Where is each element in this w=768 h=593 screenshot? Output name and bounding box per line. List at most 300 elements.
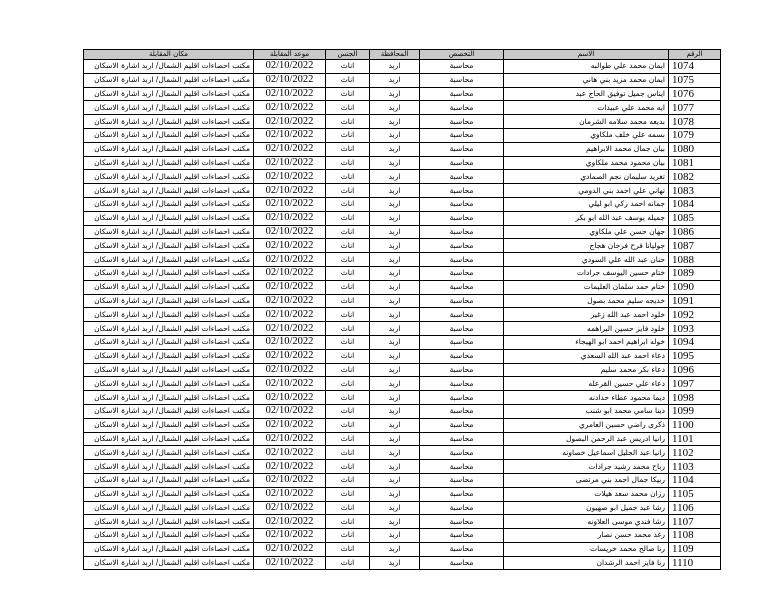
row-number: 1108 [669,529,721,543]
row-governorate: اربد [370,349,420,363]
row-number: 1075 [669,73,721,87]
row-gender: اناث [326,184,370,198]
row-number: 1082 [669,170,721,184]
table-row [84,253,721,267]
row-gender: اناث [326,308,370,322]
row-number: 1083 [669,184,721,198]
row-specialization: محاسبة [420,377,504,391]
row-interview-date: 02/10/2022 [254,501,326,515]
row-number: 1110 [669,556,721,570]
row-governorate: اربد [370,225,420,239]
row-interview-date: 02/10/2022 [254,225,326,239]
table-row [84,142,721,156]
row-name: جهان حسن علي ملكاوي [504,225,669,239]
table-row [84,446,721,460]
row-governorate: اربد [370,115,420,129]
row-number: 1087 [669,239,721,253]
row-name: رانيا ادريس عبد الرحمن البصول [504,432,669,446]
row-gender: اناث [326,460,370,474]
table-row [84,473,721,487]
row-name: جوليانا فرح فرحان هجاج [504,239,669,253]
row-specialization: محاسبة [420,211,504,225]
row-gender: اناث [326,170,370,184]
table-row [84,211,721,225]
row-name: رغد محمد حسن نصار [504,529,669,543]
row-governorate: اربد [370,211,420,225]
row-number: 1079 [669,128,721,142]
row-number: 1091 [669,294,721,308]
row-interview-place: مكتب احصاءات اقليم الشمال/ اربد اشارة الاسكان [84,308,254,322]
header-specialization: التخصص [420,50,504,60]
row-gender: اناث [326,225,370,239]
row-governorate: اربد [370,266,420,280]
row-interview-date: 02/10/2022 [254,391,326,405]
row-specialization: محاسبة [420,87,504,101]
row-interview-place: مكتب احصاءات اقليم الشمال/ اربد اشارة الاسكان [84,349,254,363]
row-interview-place: مكتب احصاءات اقليم الشمال/ اربد اشارة الاسكان [84,128,254,142]
row-number: 1095 [669,349,721,363]
row-specialization: محاسبة [420,156,504,170]
row-governorate: اربد [370,170,420,184]
row-specialization: محاسبة [420,432,504,446]
row-specialization: محاسبة [420,197,504,211]
row-interview-date: 02/10/2022 [254,460,326,474]
row-governorate: اربد [370,404,420,418]
row-name: رباح محمد رشيد جرادات [504,460,669,474]
row-specialization: محاسبة [420,335,504,349]
row-number: 1104 [669,473,721,487]
row-number: 1088 [669,253,721,267]
row-number: 1092 [669,308,721,322]
row-governorate: اربد [370,418,420,432]
row-name: بديعه محمد سلامه الشرمان [504,115,669,129]
row-interview-place: مكتب احصاءات اقليم الشمال/ اربد اشارة الاسكان [84,418,254,432]
row-governorate: اربد [370,377,420,391]
row-number: 1081 [669,156,721,170]
table-row [84,280,721,294]
row-interview-place: مكتب احصاءات اقليم الشمال/ اربد اشارة الاسكان [84,156,254,170]
row-specialization: محاسبة [420,529,504,543]
row-number: 1093 [669,322,721,336]
row-specialization: محاسبة [420,404,504,418]
row-gender: اناث [326,515,370,529]
row-number: 1098 [669,391,721,405]
table-row [84,432,721,446]
row-gender: اناث [326,142,370,156]
table-row [84,377,721,391]
row-number: 1094 [669,335,721,349]
row-interview-place: مكتب احصاءات اقليم الشمال/ اربد اشارة الاسكان [84,253,254,267]
row-interview-date: 02/10/2022 [254,322,326,336]
row-interview-date: 02/10/2022 [254,377,326,391]
row-interview-place: مكتب احصاءات اقليم الشمال/ اربد اشارة الاسكان [84,115,254,129]
row-name: خلود فايز حسين البراهمه [504,322,669,336]
table-row [84,460,721,474]
row-specialization: محاسبة [420,184,504,198]
row-gender: اناث [326,432,370,446]
row-specialization: محاسبة [420,515,504,529]
row-interview-place: مكتب احصاءات اقليم الشمال/ اربد اشارة الاسكان [84,363,254,377]
row-number: 1107 [669,515,721,529]
table-row [84,418,721,432]
table-row [84,542,721,556]
row-specialization: محاسبة [420,391,504,405]
row-governorate: اربد [370,515,420,529]
row-specialization: محاسبة [420,128,504,142]
row-interview-place: مكتب احصاءات اقليم الشمال/ اربد اشارة الاسكان [84,542,254,556]
row-interview-date: 02/10/2022 [254,363,326,377]
row-specialization: محاسبة [420,487,504,501]
table-row [84,515,721,529]
row-interview-date: 02/10/2022 [254,184,326,198]
row-name: بيان جمال محمد الابراهيم [504,142,669,156]
row-name: دعاء احمد عبد الله السعدي [504,349,669,363]
row-interview-date: 02/10/2022 [254,87,326,101]
table-row [84,529,721,543]
row-interview-place: مكتب احصاءات اقليم الشمال/ اربد اشارة الاسكان [84,473,254,487]
header-gender: الجنس [326,50,370,60]
row-interview-place: مكتب احصاءات اقليم الشمال/ اربد اشارة الاسكان [84,487,254,501]
row-gender: اناث [326,280,370,294]
row-gender: اناث [326,211,370,225]
row-interview-date: 02/10/2022 [254,432,326,446]
row-interview-place: مكتب احصاءات اقليم الشمال/ اربد اشارة الاسكان [84,280,254,294]
table-row [84,156,721,170]
table-row [84,501,721,515]
row-interview-date: 02/10/2022 [254,515,326,529]
row-specialization: محاسبة [420,115,504,129]
row-gender: اناث [326,87,370,101]
row-specialization: محاسبة [420,446,504,460]
row-interview-date: 02/10/2022 [254,418,326,432]
row-number: 1080 [669,142,721,156]
row-governorate: اربد [370,556,420,570]
row-interview-place: مكتب احصاءات اقليم الشمال/ اربد اشارة الاسكان [84,529,254,543]
row-name: دينا سامي محمد ابو شنب [504,404,669,418]
table-row [84,60,721,74]
row-number: 1076 [669,87,721,101]
row-governorate: اربد [370,542,420,556]
row-name: رشا فندي موسى العلاونه [504,515,669,529]
row-interview-date: 02/10/2022 [254,170,326,184]
row-governorate: اربد [370,446,420,460]
row-governorate: اربد [370,128,420,142]
row-gender: اناث [326,487,370,501]
table-row [84,556,721,570]
row-interview-date: 02/10/2022 [254,142,326,156]
row-interview-place: مكتب احصاءات اقليم الشمال/ اربد اشارة الاسكان [84,87,254,101]
row-interview-place: مكتب احصاءات اقليم الشمال/ اربد اشارة الاسكان [84,239,254,253]
row-governorate: اربد [370,487,420,501]
row-interview-place: مكتب احصاءات اقليم الشمال/ اربد اشارة الاسكان [84,142,254,156]
row-interview-place: مكتب احصاءات اقليم الشمال/ اربد اشارة الاسكان [84,501,254,515]
row-interview-date: 02/10/2022 [254,335,326,349]
header-number: الرقم [669,50,721,60]
row-interview-date: 02/10/2022 [254,294,326,308]
row-governorate: اربد [370,308,420,322]
row-governorate: اربد [370,197,420,211]
row-interview-date: 02/10/2022 [254,60,326,74]
row-interview-date: 02/10/2022 [254,156,326,170]
row-name: تهاني علي احمد بني الدومي [504,184,669,198]
row-number: 1103 [669,460,721,474]
row-interview-place: مكتب احصاءات اقليم الشمال/ اربد اشارة الاسكان [84,404,254,418]
table-row [84,128,721,142]
row-interview-date: 02/10/2022 [254,556,326,570]
row-governorate: اربد [370,156,420,170]
row-interview-date: 02/10/2022 [254,266,326,280]
row-gender: اناث [326,446,370,460]
row-governorate: اربد [370,363,420,377]
row-name: جميله يوسف عبد الله ابو بكر [504,211,669,225]
row-interview-place: مكتب احصاءات اقليم الشمال/ اربد اشارة الاسكان [84,73,254,87]
row-gender: اناث [326,501,370,515]
table-row [84,197,721,211]
row-name: ختام حمد سلمان العليمات [504,280,669,294]
row-interview-date: 02/10/2022 [254,73,326,87]
row-interview-place: مكتب احصاءات اقليم الشمال/ اربد اشارة الاسكان [84,391,254,405]
row-name: دعاء بكر محمد سليم [504,363,669,377]
row-name: رشا عبد جميل ابو صهيون [504,501,669,515]
row-gender: اناث [326,363,370,377]
row-governorate: اربد [370,60,420,74]
row-specialization: محاسبة [420,73,504,87]
row-number: 1077 [669,101,721,115]
table-row [84,87,721,101]
row-name: بسمه علي خلف ملكاوي [504,128,669,142]
table-row [84,170,721,184]
row-specialization: محاسبة [420,294,504,308]
header-name: الاسم [504,50,669,60]
row-governorate: اربد [370,184,420,198]
row-gender: اناث [326,556,370,570]
row-gender: اناث [326,322,370,336]
row-name: ايمان محمد علي طوالبه [504,60,669,74]
interview-schedule-table [83,49,721,570]
row-name: رنا صالح محمد خريسات [504,542,669,556]
row-interview-date: 02/10/2022 [254,404,326,418]
row-number: 1097 [669,377,721,391]
row-gender: اناث [326,418,370,432]
row-governorate: اربد [370,322,420,336]
table-row [84,322,721,336]
row-gender: اناث [326,156,370,170]
row-interview-place: مكتب احصاءات اقليم الشمال/ اربد اشارة الاسكان [84,211,254,225]
row-interview-date: 02/10/2022 [254,101,326,115]
row-gender: اناث [326,404,370,418]
row-number: 1101 [669,432,721,446]
table-row [84,349,721,363]
row-specialization: محاسبة [420,322,504,336]
row-interview-date: 02/10/2022 [254,211,326,225]
table-row [84,391,721,405]
row-gender: اناث [326,349,370,363]
row-number: 1084 [669,197,721,211]
row-governorate: اربد [370,239,420,253]
row-governorate: اربد [370,335,420,349]
row-number: 1074 [669,60,721,74]
row-name: رزان محمد سعد هيلات [504,487,669,501]
row-gender: اناث [326,197,370,211]
row-interview-place: مكتب احصاءات اقليم الشمال/ اربد اشارة الاسكان [84,170,254,184]
row-gender: اناث [326,529,370,543]
table-row [84,101,721,115]
row-interview-date: 02/10/2022 [254,115,326,129]
row-name: خديجه سليم محمد بصول [504,294,669,308]
row-specialization: محاسبة [420,542,504,556]
row-number: 1106 [669,501,721,515]
row-governorate: اربد [370,460,420,474]
row-governorate: اربد [370,280,420,294]
row-number: 1099 [669,404,721,418]
row-interview-date: 02/10/2022 [254,529,326,543]
row-number: 1086 [669,225,721,239]
row-name: تغريد سليمان نجم الصمادي [504,170,669,184]
table-row [84,184,721,198]
row-name: بيان محمود محمد ملكاوي [504,156,669,170]
row-specialization: محاسبة [420,266,504,280]
row-name: ربيكا جمال احمد بني مرتضى [504,473,669,487]
row-interview-place: مكتب احصاءات اقليم الشمال/ اربد اشارة الاسكان [84,225,254,239]
row-number: 1090 [669,280,721,294]
row-name: دعاء علي حسين القرعله [504,377,669,391]
row-gender: اناث [326,377,370,391]
row-interview-place: مكتب احصاءات اقليم الشمال/ اربد اشارة الاسكان [84,432,254,446]
row-interview-date: 02/10/2022 [254,473,326,487]
row-governorate: اربد [370,391,420,405]
row-specialization: محاسبة [420,60,504,74]
row-interview-date: 02/10/2022 [254,197,326,211]
row-specialization: محاسبة [420,253,504,267]
row-name: ايه محمد علي عبيدات [504,101,669,115]
row-interview-place: مكتب احصاءات اقليم الشمال/ اربد اشارة الاسكان [84,184,254,198]
row-gender: اناث [326,542,370,556]
row-name: ديما محمود عطاء حدادنه [504,391,669,405]
row-name: خوله ابراهيم احمد ابو الهيجاء [504,335,669,349]
row-number: 1085 [669,211,721,225]
row-specialization: محاسبة [420,280,504,294]
table-row [84,115,721,129]
row-number: 1089 [669,266,721,280]
row-governorate: اربد [370,73,420,87]
row-interview-date: 02/10/2022 [254,349,326,363]
row-interview-place: مكتب احصاءات اقليم الشمال/ اربد اشارة الاسكان [84,197,254,211]
row-name: خلود احمد عبد الله زغير [504,308,669,322]
row-specialization: محاسبة [420,349,504,363]
row-gender: اناث [326,73,370,87]
row-name: ذكرى راضي حسين العامري [504,418,669,432]
row-interview-place: مكتب احصاءات اقليم الشمال/ اربد اشارة الاسكان [84,515,254,529]
row-specialization: محاسبة [420,363,504,377]
row-name: رانيا عبد الجليل اسماعيل خصاونه [504,446,669,460]
row-interview-place: مكتب احصاءات اقليم الشمال/ اربد اشارة الاسكان [84,460,254,474]
row-governorate: اربد [370,294,420,308]
row-name: ايمان محمد مزيد بني هاني [504,73,669,87]
row-interview-place: مكتب احصاءات اقليم الشمال/ اربد اشارة الاسكان [84,60,254,74]
table-row [84,225,721,239]
row-governorate: اربد [370,101,420,115]
row-interview-place: مكتب احصاءات اقليم الشمال/ اربد اشارة الاسكان [84,266,254,280]
header-governorate: المحافظة [370,50,420,60]
table-row [84,73,721,87]
table-row [84,266,721,280]
table-row [84,335,721,349]
row-governorate: اربد [370,501,420,515]
row-specialization: محاسبة [420,556,504,570]
header-interview-date: موعد المقابلة [254,50,326,60]
row-number: 1078 [669,115,721,129]
row-interview-date: 02/10/2022 [254,239,326,253]
row-governorate: اربد [370,142,420,156]
table-row [84,239,721,253]
row-specialization: محاسبة [420,101,504,115]
row-interview-date: 02/10/2022 [254,542,326,556]
row-gender: اناث [326,473,370,487]
row-specialization: محاسبة [420,170,504,184]
row-name: حنان عبد الله علي السودي [504,253,669,267]
row-governorate: اربد [370,253,420,267]
row-interview-place: مكتب احصاءات اقليم الشمال/ اربد اشارة الاسكان [84,335,254,349]
row-gender: اناث [326,101,370,115]
row-gender: اناث [326,391,370,405]
row-gender: اناث [326,60,370,74]
row-specialization: محاسبة [420,239,504,253]
row-interview-place: مكتب احصاءات اقليم الشمال/ اربد اشارة الاسكان [84,377,254,391]
table-body [84,60,721,570]
header-interview-place: مكان المقابلة [84,50,254,60]
row-interview-place: مكتب احصاءات اقليم الشمال/ اربد اشارة الاسكان [84,446,254,460]
row-specialization: محاسبة [420,460,504,474]
row-interview-place: مكتب احصاءات اقليم الشمال/ اربد اشارة الاسكان [84,101,254,115]
row-interview-place: مكتب احصاءات اقليم الشمال/ اربد اشارة الاسكان [84,294,254,308]
row-gender: اناث [326,239,370,253]
row-governorate: اربد [370,473,420,487]
row-gender: اناث [326,294,370,308]
row-specialization: محاسبة [420,225,504,239]
row-interview-place: مكتب احصاءات اقليم الشمال/ اربد اشارة الاسكان [84,556,254,570]
row-governorate: اربد [370,432,420,446]
row-interview-date: 02/10/2022 [254,253,326,267]
row-interview-place: مكتب احصاءات اقليم الشمال/ اربد اشارة الاسكان [84,322,254,336]
row-number: 1102 [669,446,721,460]
row-name: جمانه احمد زكي ابو ليلي [504,197,669,211]
row-specialization: محاسبة [420,142,504,156]
row-specialization: محاسبة [420,418,504,432]
row-gender: اناث [326,128,370,142]
table-row [84,294,721,308]
row-number: 1109 [669,542,721,556]
row-governorate: اربد [370,87,420,101]
table-row [84,308,721,322]
row-interview-date: 02/10/2022 [254,446,326,460]
row-specialization: محاسبة [420,501,504,515]
row-specialization: محاسبة [420,473,504,487]
table-row [84,404,721,418]
row-interview-date: 02/10/2022 [254,280,326,294]
row-interview-date: 02/10/2022 [254,487,326,501]
row-governorate: اربد [370,529,420,543]
row-gender: اناث [326,335,370,349]
row-gender: اناث [326,253,370,267]
row-gender: اناث [326,115,370,129]
row-name: ايناس جميل توفيق الحاج عبد [504,87,669,101]
row-number: 1105 [669,487,721,501]
row-name: رنا فايز احمد الرشدان [504,556,669,570]
row-name: ختام حسين اليوسف جرادات [504,266,669,280]
table-row [84,363,721,377]
row-interview-date: 02/10/2022 [254,308,326,322]
row-gender: اناث [326,266,370,280]
